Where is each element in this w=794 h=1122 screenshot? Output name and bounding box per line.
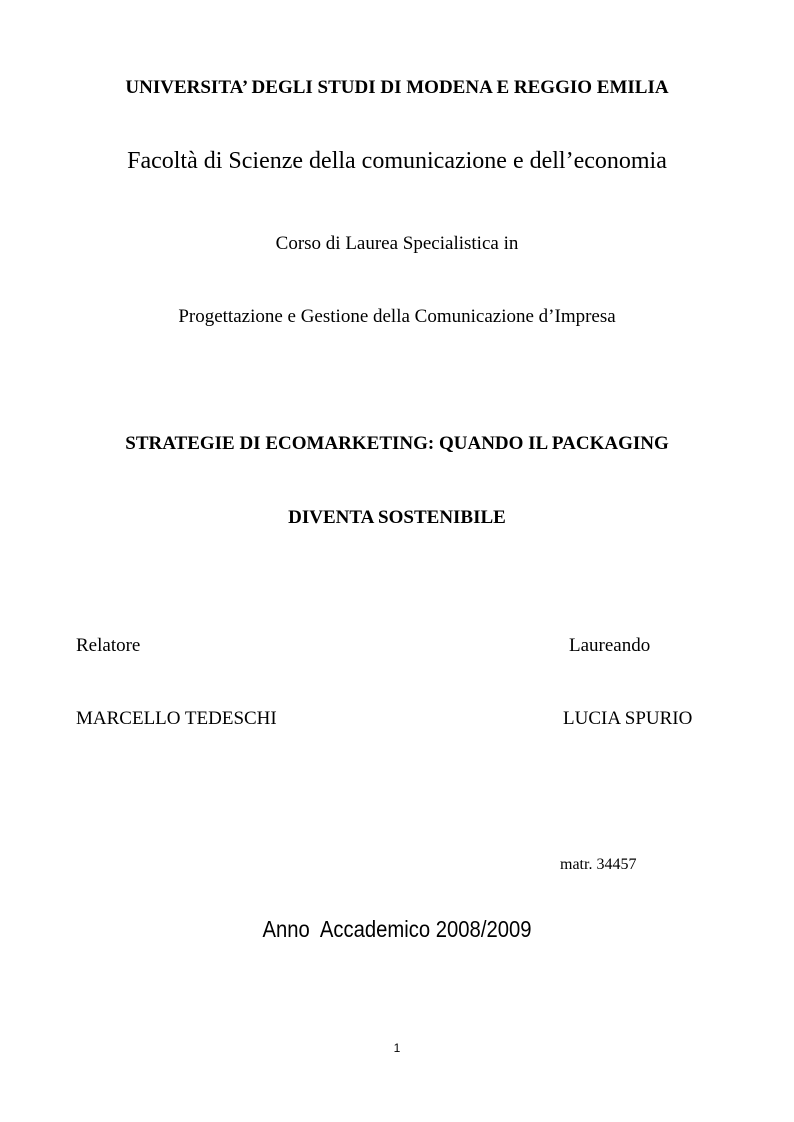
supervisor-label: Relatore <box>76 635 141 656</box>
student-label: Laureando <box>569 635 651 656</box>
page-number: 1 <box>393 1041 401 1055</box>
student-name: LUCIA SPURIO <box>563 708 693 729</box>
course-title-line-2: Progettazione e Gestione della Comunicazione d’Impresa <box>178 306 616 327</box>
thesis-title-line-2: DIVENTA SOSTENIBILE <box>288 507 506 528</box>
faculty-name: Facoltà di Scienze della comunicazione e dell’economia <box>127 148 667 174</box>
supervisor-name: MARCELLO TEDESCHI <box>76 708 277 729</box>
student-id-number: matr. 34457 <box>560 856 637 873</box>
course-title-line-1: Corso di Laurea Specialistica in <box>275 233 519 254</box>
academic-year: Anno Accademico 2008/2009 <box>262 916 532 942</box>
university-name: UNIVERSITA’ DEGLI STUDI DI MODENA E REGGIO EMILIA <box>125 77 669 98</box>
thesis-title-line-1: STRATEGIE DI ECOMARKETING: QUANDO IL PACKAGING <box>125 433 669 454</box>
